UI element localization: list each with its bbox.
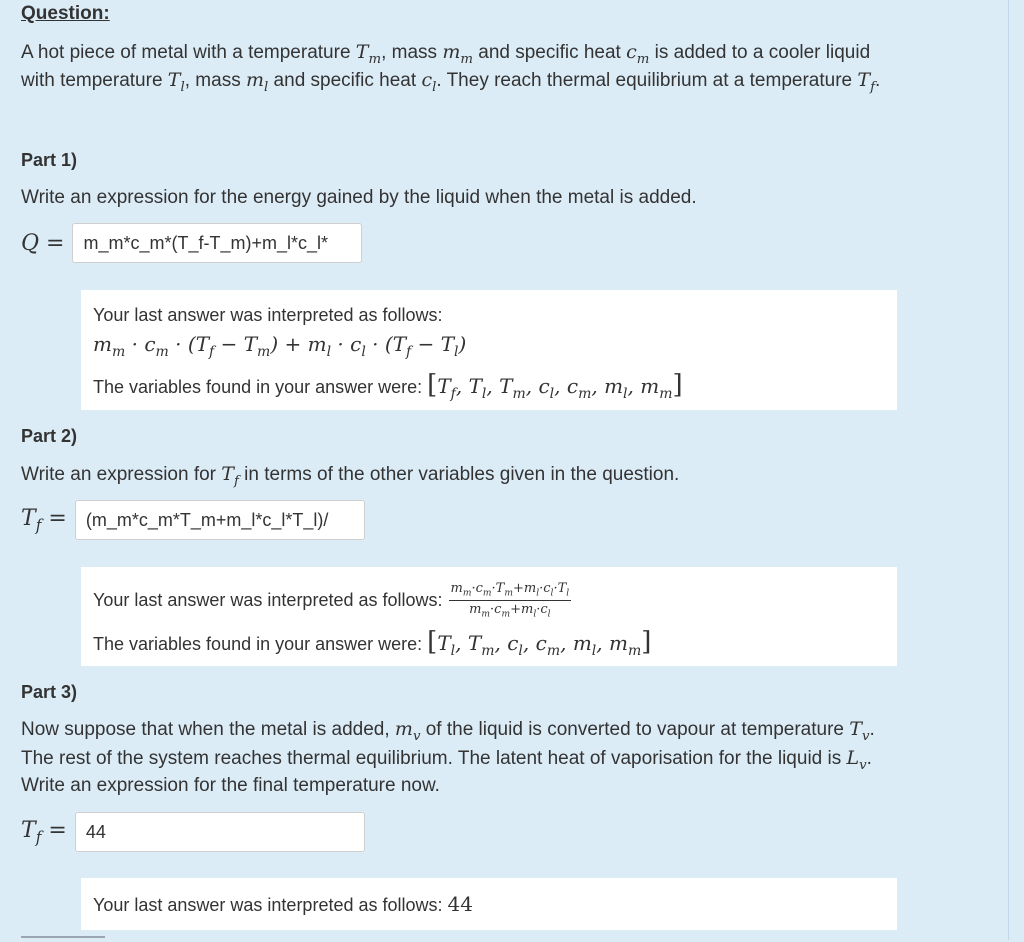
part-2-feedback: [81, 567, 897, 666]
text-span: . They reach thermal equilibrium at a temperature: [436, 70, 858, 91]
part-1-heading: Part 1): [21, 150, 78, 170]
part-2-variables-line: [93, 627, 651, 659]
part-1-answer-input[interactable]: m_m*c_m*(T_f-T_m)+m_l*c_l*: [72, 223, 362, 263]
part-3-feedback: [81, 878, 897, 930]
text-span: is added to a cooler liquid: [649, 42, 871, 63]
part-3-answer-row: [21, 811, 365, 853]
part-1-feedback: [81, 290, 897, 410]
part-2-feedback-interpreted-label: Your last answer was interpreted as follows:: [93, 589, 443, 610]
part-3-text-line-3: Write an expression for the final temperature now.: [21, 775, 440, 796]
bracket-close: ]: [641, 627, 652, 657]
variables-label: The variables found in your answer were:: [93, 634, 428, 654]
part-2-answer-label: $T_f$ =: [21, 505, 67, 535]
text-span: .: [874, 70, 881, 91]
symbol-L-v: $L_v$: [846, 747, 867, 773]
bracket-close: ]: [672, 370, 683, 400]
text-span: and specific heat: [472, 42, 627, 63]
symbol-c-m: $c_m$: [626, 41, 650, 67]
symbol-T-f: $T_f$: [857, 69, 875, 95]
bracket-open: [: [427, 627, 438, 657]
text-span: The rest of the system reaches thermal equilibrium. The latent heat of vaporisation for the liquid is: [21, 748, 847, 769]
part-1-answer-label: Q =: [21, 230, 65, 256]
question-heading: Question:: [21, 3, 110, 24]
part-1-prompt: Write an expression for the energy gained by the liquid when the metal is added.: [21, 187, 697, 208]
text-span: , mass: [184, 70, 246, 91]
part-2-answer-row: [21, 499, 365, 541]
text-span: Now suppose that when the metal is added,: [21, 719, 395, 740]
bracket-open: [: [427, 370, 438, 400]
text-span: and specific heat: [268, 70, 422, 91]
part-1-variables-line: [93, 370, 683, 402]
divider: [21, 936, 105, 942]
part-1-variables-list: $T_f$, $T_l$, $T_m$, $c_l$, $c_m$, $m_l$, $m_m$: [437, 374, 673, 402]
part-3-answer-input[interactable]: 44: [75, 812, 365, 852]
symbol-c-l: $c_l$: [421, 69, 437, 95]
symbol-T-l: $T_l$: [167, 69, 185, 95]
part-3-interpreted-value: 44: [447, 892, 473, 916]
part-1-answer-row: [21, 222, 362, 264]
symbol-m-m: $m_m$: [442, 41, 473, 67]
text-span: .: [866, 748, 872, 769]
part-1-feedback-interpreted-label: Your last answer was interpreted as follows:: [93, 305, 443, 325]
part-2-heading: Part 2): [21, 426, 78, 446]
text-span: with temperature: [21, 70, 168, 91]
part-3-answer-label: $T_f$ =: [21, 817, 67, 847]
part-2-answer-input[interactable]: (m_m*c_m*T_m+m_l*c_l*T_l)/: [75, 500, 365, 540]
symbol-T-m: $T_m$: [355, 41, 382, 67]
text-span: Write an expression for: [21, 464, 222, 485]
fraction-numerator: $m_m\cdot c_m\cdot T_m+m_l\cdot c_l\cdot T_l$: [450, 581, 570, 599]
fraction-denominator: $m_m\cdot c_m+m_l\cdot c_l$: [469, 601, 551, 620]
part-2-variables-list: $T_l$, $T_m$, $c_l$, $c_m$, $m_l$, $m_m$: [437, 631, 642, 659]
part-3-feedback-line: [93, 892, 473, 916]
symbol-m-l: $m_l$: [245, 69, 269, 95]
part-2-prompt: [21, 463, 679, 489]
text-span: A hot piece of metal with a temperature: [21, 42, 356, 63]
text-span: in terms of the other variables given in the question.: [238, 464, 680, 485]
part-2-feedback-interpreted-line: [93, 581, 571, 619]
text-span: of the liquid is converted to vapour at temperature: [420, 719, 850, 740]
symbol-m-v: $m_v$: [394, 718, 421, 744]
part-3-feedback-interpreted-label: Your last answer was interpreted as follows:: [93, 895, 448, 915]
symbol-T-f: $T_f$: [221, 463, 239, 489]
part-1-interpreted-expression: $m_m \cdot c_m \cdot (T_f - T_m) + m_l \cdot c_l \cdot (T_f - T_l)$: [93, 332, 467, 360]
text-span: , mass: [381, 42, 443, 63]
variables-label: The variables found in your answer were:: [93, 377, 428, 397]
text-span: .: [869, 719, 875, 740]
question-text-line-2: [21, 66, 880, 102]
part-3-heading: Part 3): [21, 682, 78, 702]
part-2-interpreted-fraction: [449, 581, 572, 619]
symbol-T-v: $T_v$: [849, 718, 870, 744]
